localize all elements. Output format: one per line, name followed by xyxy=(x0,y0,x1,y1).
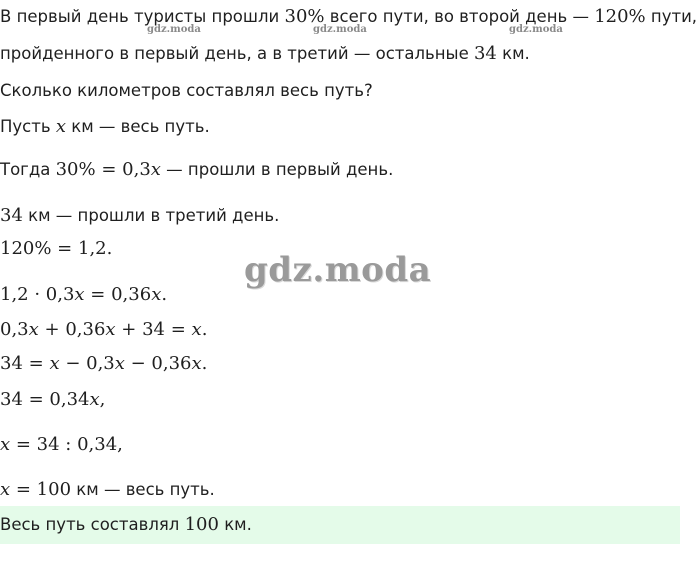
formula-step-7: x = 100 км — весь путь. xyxy=(0,479,215,500)
solution-let: Пусть x км — весь путь. xyxy=(0,116,210,137)
watermark-small-1: gdz.moda xyxy=(147,24,201,35)
problem-question: Сколько километров составлял весь путь? xyxy=(0,81,373,100)
formula-step-6: x = 34 : 0,34, xyxy=(0,434,123,455)
formula-step-5: 34 = 0,34x, xyxy=(0,389,106,410)
formula-step-1: 120% = 1,2. xyxy=(0,238,113,259)
watermark-logo: gdz.moda xyxy=(244,250,432,290)
solution-third-day: 34 км — прошли в третий день. xyxy=(0,205,280,226)
watermark-small-2: gdz.moda xyxy=(313,24,367,35)
math-34: 34 xyxy=(473,43,497,64)
answer-text: Весь путь составлял 100 км. xyxy=(0,514,252,535)
problem-line-2: пройденного в первый день, а в третий — остальные 34 км. xyxy=(0,43,530,64)
problem-line-1: В первый день туристы прошли 30% всего пути, во второй день — 120% пути, xyxy=(0,6,697,27)
watermark-small-3: gdz.moda xyxy=(509,24,563,35)
formula-step-3: 0,3x + 0,36x + 34 = x. xyxy=(0,319,208,340)
solution-first-day: Тогда 30% = 0,3x — прошли в первый день. xyxy=(0,159,394,180)
formula-step-2: 1,2 · 0,3x = 0,36x. xyxy=(0,284,168,305)
formula-step-4: 34 = x − 0,3x − 0,36x. xyxy=(0,353,208,374)
math-30-percent: 30% xyxy=(284,6,325,27)
math-120-percent: 120% xyxy=(594,6,646,27)
